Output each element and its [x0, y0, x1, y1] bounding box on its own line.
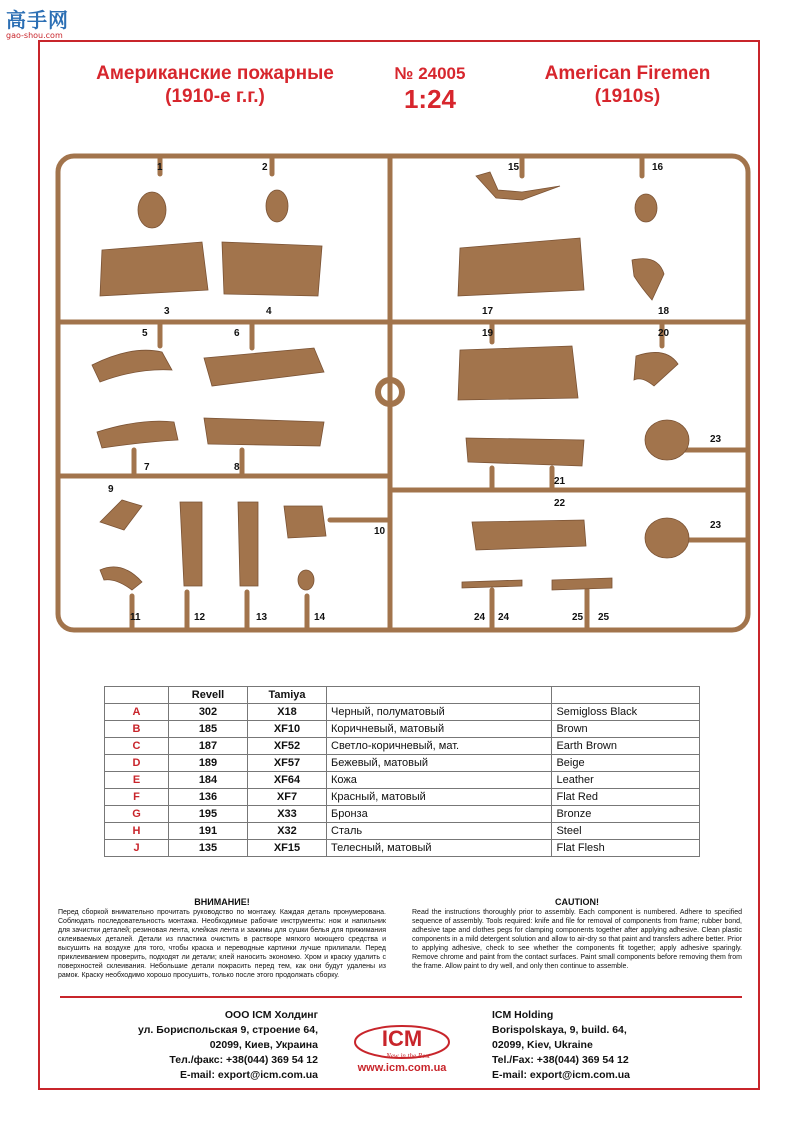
part-23-helmet — [645, 518, 689, 558]
site-watermark-logo — [6, 4, 69, 40]
paint-row — [105, 772, 700, 789]
icm-logo — [352, 1018, 452, 1062]
paint-name-ru: Светло-коричневый, мат. — [327, 738, 552, 755]
paint-code: F — [105, 789, 169, 806]
part-15-axe — [476, 172, 560, 200]
warning-en-text: Read the instructions thoroughly prior to assembly. Each component is numbered. Adhere to specified sequence of assembly. Tools required: knife and file for removal of components from frame; rubber bond, adhesive tape and clothes pegs for clamping components together after applying adhesive. Clean plastic components in a mild detergent solution and allow to air-dry so that paint and transfers adhere better. Prior to applying adhesive, check to see whether the components fit together; apply adhesive sparingly. Remove chrome and paint from the contact surfaces. Paint small components before removing them from the frame. Allow paint to dry well, and only then continue to assemble. — [412, 909, 742, 970]
paint-row — [105, 789, 700, 806]
part-number-label: 21 — [554, 476, 566, 487]
part-number-label: 22 — [554, 498, 566, 509]
part-2-head — [266, 190, 288, 222]
paint-code: B — [105, 721, 169, 738]
part-7-arm — [97, 421, 178, 448]
address-en-phone: Tel./Fax: +38(044) 369 54 12 — [492, 1054, 629, 1066]
part-12-leg — [180, 502, 202, 586]
paint-row — [105, 806, 700, 823]
part-number-label: 19 — [482, 328, 494, 339]
address-english — [492, 1008, 692, 1083]
paint-row — [105, 721, 700, 738]
part-25-tool — [552, 578, 612, 590]
paint-revell: 135 — [169, 840, 248, 857]
part-number-label: 20 — [658, 328, 670, 339]
paint-header-tamiya: Tamiya — [248, 687, 327, 704]
part-23-helmet — [645, 420, 689, 460]
paint-tamiya: XF7 — [248, 789, 327, 806]
paint-code: E — [105, 772, 169, 789]
part-number-label: 12 — [194, 612, 206, 623]
part-number-label: 15 — [508, 162, 520, 173]
website-link[interactable]: www.icm.com.ua — [357, 1062, 447, 1074]
part-number-label: 2 — [262, 162, 268, 173]
paint-table — [104, 686, 700, 857]
part-number-label: 25 — [598, 612, 610, 623]
warning-ru-title: ВНИМАНИЕ! — [194, 897, 250, 907]
paint-name-en: Flat Red — [552, 789, 700, 806]
paint-code: C — [105, 738, 169, 755]
paint-name-en: Leather — [552, 772, 700, 789]
part-9-arm — [100, 500, 142, 530]
warning-english — [412, 898, 742, 971]
paint-revell: 191 — [169, 823, 248, 840]
part-22-leg — [472, 520, 586, 550]
paint-revell: 187 — [169, 738, 248, 755]
part-number-label: 6 — [234, 328, 240, 339]
sprue-diagram — [52, 150, 764, 638]
part-number-label: 1 — [157, 162, 163, 173]
part-11-hand — [100, 567, 142, 590]
part-number-label: 4 — [266, 306, 272, 317]
paint-name-ru: Черный, полуматовый — [327, 704, 552, 721]
part-number-label: 24 — [474, 612, 486, 623]
part-8-leg — [204, 418, 324, 446]
title-ru-line1: Американские пожарные — [96, 63, 334, 84]
paint-name-en: Beige — [552, 755, 700, 772]
warning-en-title: CAUTION! — [555, 897, 599, 907]
part-number-label: 16 — [652, 162, 664, 173]
paint-header-en — [552, 687, 700, 704]
part-number-label: 7 — [144, 462, 150, 473]
part-number-label: 23 — [710, 520, 722, 531]
scale-label: 1:24 — [403, 84, 457, 114]
catalog-number: № 24005 — [394, 64, 466, 83]
paint-name-en: Earth Brown — [552, 738, 700, 755]
paint-revell: 195 — [169, 806, 248, 823]
paint-code: G — [105, 806, 169, 823]
part-13-leg — [238, 502, 258, 586]
part-4-coat — [222, 242, 322, 296]
paint-row — [105, 738, 700, 755]
paint-name-en: Brown — [552, 721, 700, 738]
paint-row — [105, 823, 700, 840]
paint-tamiya: XF15 — [248, 840, 327, 857]
part-number-label: 25 — [572, 612, 584, 623]
paint-name-ru: Кожа — [327, 772, 552, 789]
site-logo-domain: gao-shou.com — [6, 31, 63, 40]
paint-name-en: Steel — [552, 823, 700, 840]
part-20-arm — [634, 352, 678, 386]
paint-tamiya: XF10 — [248, 721, 327, 738]
paint-header-ru — [327, 687, 552, 704]
paint-code: H — [105, 823, 169, 840]
paint-name-ru: Красный, матовый — [327, 789, 552, 806]
paint-name-ru: Сталь — [327, 823, 552, 840]
paint-code: D — [105, 755, 169, 772]
paint-code: A — [105, 704, 169, 721]
warning-russian — [58, 898, 386, 980]
address-russian — [120, 1008, 318, 1083]
paint-name-ru: Коричневый, матовый — [327, 721, 552, 738]
paint-name-en: Bronze — [552, 806, 700, 823]
paint-row — [105, 840, 700, 857]
paint-name-en: Flat Flesh — [552, 840, 700, 857]
title-en-line2: (1910s) — [594, 86, 661, 107]
site-logo-name: 高手网 — [6, 8, 69, 32]
paint-row — [105, 755, 700, 772]
address-en-street: Borispolskaya, 9, build. 64, — [492, 1024, 627, 1036]
paint-tamiya: XF64 — [248, 772, 327, 789]
title-ru-line2: (1910-е г.г.) — [165, 86, 265, 107]
part-number-label: 8 — [234, 462, 240, 473]
paint-tamiya: X18 — [248, 704, 327, 721]
paint-tamiya: XF52 — [248, 738, 327, 755]
paint-name-ru: Бежевый, матовый — [327, 755, 552, 772]
warning-ru-text: Перед сборкой внимательно прочитать руководство по монтажу. Каждая деталь пронумерована. Соблюдать последовательность монтажа. Необходимые рабочие инструменты: нож и напильник для зачистки деталей; резиновая лента, клейкая лента и зажимы для сушки белья для прижимания склеиваемых деталей. Детали из пластика очистить в растворе мягкого моющего средства и высушить на воздухе для того, чтобы краска и переводные картинки лучше прилипали. Перед приклеиванием проверить, подходят ли детали; клей наносить экономно. Хром и краску удалить с поверхностей склеивания. Небольшие детали покрасить перед тем, как они будут удалены из рамок. Краску необходимо хорошо просушить, только после этого продолжать сборку. — [58, 909, 386, 979]
icm-logo-text: ICM — [381, 1026, 423, 1051]
paint-revell: 302 — [169, 704, 248, 721]
part-number-label: 3 — [164, 306, 170, 317]
address-ru-phone: Тел./факс: +38(044) 369 54 12 — [169, 1054, 318, 1066]
title-en-line1: American Firemen — [544, 63, 711, 84]
address-ru-street: ул. Бориспольская 9, строение 64, — [138, 1024, 318, 1036]
paint-name-en: Semigloss Black — [552, 704, 700, 721]
part-18-arm — [632, 259, 664, 300]
paint-revell: 189 — [169, 755, 248, 772]
paint-row — [105, 704, 700, 721]
paint-revell: 136 — [169, 789, 248, 806]
address-ru-company: ООО ICM Холдинг — [224, 1009, 318, 1021]
icm-logo-tagline: New in the Best — [386, 1052, 430, 1060]
paint-tamiya: X33 — [248, 806, 327, 823]
part-number-label: 17 — [482, 306, 494, 317]
title-russian — [60, 62, 370, 108]
paint-revell: 184 — [169, 772, 248, 789]
paint-name-ru: Телесный, матовый — [327, 840, 552, 857]
part-3-coat — [100, 242, 208, 296]
part-number-label: 10 — [374, 526, 386, 537]
address-en-company: ICM Holding — [492, 1009, 554, 1021]
part-10-torso — [284, 506, 326, 538]
address-ru-email: E-mail: export@icm.com.ua — [179, 1069, 318, 1081]
part-number-label: 24 — [498, 612, 510, 623]
part-19-coat — [458, 346, 578, 400]
paint-name-ru: Бронза — [327, 806, 552, 823]
part-1-head — [138, 192, 166, 228]
part-number-label: 23 — [710, 434, 722, 445]
address-ru-city: 02099, Киев, Украина — [209, 1039, 318, 1051]
part-16-head — [635, 194, 657, 222]
title-english — [520, 62, 735, 108]
part-number-label: 13 — [256, 612, 268, 623]
paint-header-revell: Revell — [169, 687, 248, 704]
part-21-leg — [466, 438, 584, 466]
paint-tamiya: X32 — [248, 823, 327, 840]
part-14-head — [298, 570, 314, 590]
part-17-coat — [458, 238, 584, 296]
part-number-label: 14 — [314, 612, 326, 623]
part-24-tool — [462, 580, 522, 588]
paint-header-code — [105, 687, 169, 704]
footer-divider — [60, 996, 742, 998]
address-en-city: 02099, Kiev, Ukraine — [492, 1039, 593, 1051]
address-en-email: E-mail: export@icm.com.ua — [492, 1069, 631, 1081]
part-number-label: 11 — [130, 612, 141, 623]
paint-revell: 185 — [169, 721, 248, 738]
part-5-arm — [92, 350, 172, 382]
paint-tamiya: XF57 — [248, 755, 327, 772]
paint-table-header — [105, 687, 700, 704]
paint-code: J — [105, 840, 169, 857]
part-6-leg — [204, 348, 324, 386]
part-number-label: 5 — [142, 328, 148, 339]
part-number-label: 9 — [108, 484, 114, 495]
part-number-label: 18 — [658, 306, 670, 317]
